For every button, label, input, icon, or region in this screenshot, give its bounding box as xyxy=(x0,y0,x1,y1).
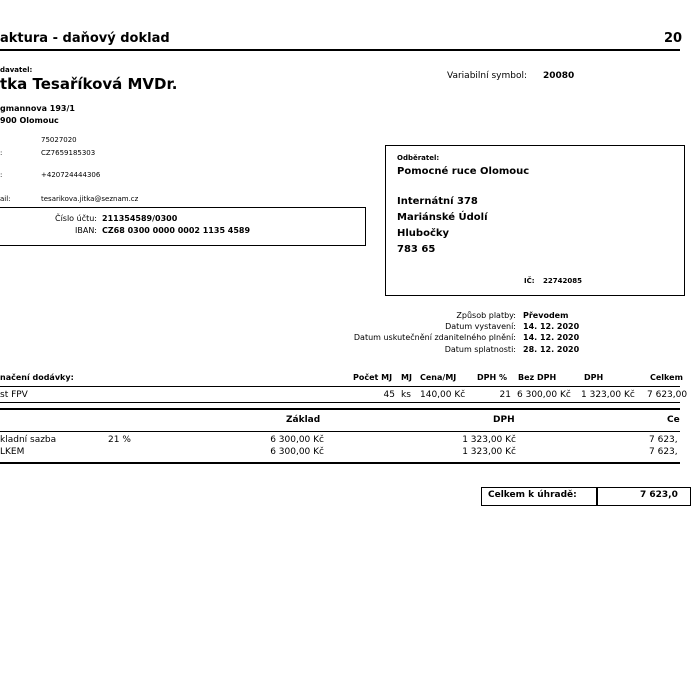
summary-top-divider xyxy=(0,408,680,410)
summary-header-base: Základ xyxy=(286,415,321,425)
supplier-street: gmannova 193/1 xyxy=(0,104,75,113)
supplier-phone: +420724444306 xyxy=(41,171,101,179)
items-header-unit-price: Cena/MJ xyxy=(420,373,457,382)
customer-label: Odběratel: xyxy=(397,154,440,162)
items-header-total: Celkem xyxy=(650,373,683,382)
items-header-vat-pct: DPH % xyxy=(477,373,507,382)
item-qty: 45 xyxy=(383,390,395,400)
summary-row-base: 6 300,00 Kč xyxy=(270,447,324,457)
summary-bottom-divider xyxy=(0,462,680,464)
summary-header-divider xyxy=(0,431,680,432)
summary-row-vat: 1 323,00 Kč xyxy=(462,435,516,445)
supplier-dic-label: : xyxy=(0,149,3,157)
summary-row-total: 7 623, xyxy=(649,435,678,445)
total-due-label: Celkem k úhradě: xyxy=(488,490,577,500)
customer-name: Pomocné ruce Olomouc xyxy=(397,166,530,177)
item-vat: 1 323,00 Kč xyxy=(581,390,635,400)
variable-symbol-value: 20080 xyxy=(543,71,575,81)
taxable-date-label: Datum uskutečnění zdanitelného plnění: xyxy=(353,333,516,342)
supplier-phone-label: : xyxy=(0,171,3,179)
summary-row-vat: 1 323,00 Kč xyxy=(462,447,516,457)
items-header-divider xyxy=(0,386,680,387)
invoice-title: aktura - daňový doklad xyxy=(0,31,170,46)
iban-value: CZ68 0300 0000 0002 1135 4589 xyxy=(102,226,251,235)
variable-symbol-label: Variabilní symbol: xyxy=(447,71,528,81)
issue-date-label: Datum vystavení: xyxy=(445,322,516,331)
due-date: 28. 12. 2020 xyxy=(523,345,580,354)
item-unit-price: 140,00 Kč xyxy=(420,390,466,400)
supplier-name: tka Tesaříková MVDr. xyxy=(0,75,178,93)
supplier-email: tesarikova.jitka@seznam.cz xyxy=(41,195,139,203)
summary-row-label: kladní sazba xyxy=(0,435,57,445)
account-label: Číslo účtu: xyxy=(54,214,97,223)
iban-label: IBAN: xyxy=(75,226,97,235)
items-header-vat: DPH xyxy=(584,373,604,382)
payment-method: Převodem xyxy=(523,311,569,320)
items-header-qty: Počet MJ xyxy=(353,373,393,382)
customer-town: Hlubočky xyxy=(397,228,450,239)
summary-header-total: Ce xyxy=(667,415,680,425)
customer-area: Mariánské Údolí xyxy=(397,212,488,223)
account-number: 211354589/0300 xyxy=(102,214,178,223)
summary-row-label: LKEM xyxy=(0,447,25,457)
items-header-unit: MJ xyxy=(401,373,412,382)
due-date-label: Datum splatnosti: xyxy=(444,345,516,354)
supplier-email-label: ail: xyxy=(0,195,11,203)
summary-row-rate: 21 % xyxy=(108,435,131,445)
header-divider xyxy=(0,49,680,51)
item-unit: ks xyxy=(401,390,411,400)
item-description: st FPV xyxy=(0,390,28,400)
issue-date: 14. 12. 2020 xyxy=(523,322,580,331)
summary-row-total: 7 623, xyxy=(649,447,678,457)
item-total: 7 623,00 xyxy=(647,390,688,400)
supplier-label: davatel: xyxy=(0,66,33,74)
supplier-dic: CZ7659185303 xyxy=(41,149,96,157)
customer-ico: 22742085 xyxy=(543,277,582,285)
payment-method-label: Způsob platby: xyxy=(456,311,516,320)
summary-header-vat: DPH xyxy=(493,415,515,425)
item-vat-pct: 21 xyxy=(499,390,511,400)
customer-ico-label: IČ: xyxy=(524,277,535,285)
customer-street: Internátní 378 xyxy=(397,196,478,207)
total-due-separator xyxy=(596,488,598,505)
items-footer-divider xyxy=(0,402,680,403)
taxable-date: 14. 12. 2020 xyxy=(523,333,580,342)
supplier-ico: 75027020 xyxy=(41,136,77,144)
items-header-net: Bez DPH xyxy=(518,373,557,382)
summary-row-base: 6 300,00 Kč xyxy=(270,435,324,445)
total-due-value: 7 623,0 xyxy=(640,490,678,500)
supplier-city: 900 Olomouc xyxy=(0,116,59,125)
items-header-description: načení dodávky: xyxy=(0,373,74,382)
customer-zip: 783 65 xyxy=(397,244,436,255)
item-net: 6 300,00 Kč xyxy=(517,390,571,400)
invoice-number: 20 xyxy=(664,31,683,46)
